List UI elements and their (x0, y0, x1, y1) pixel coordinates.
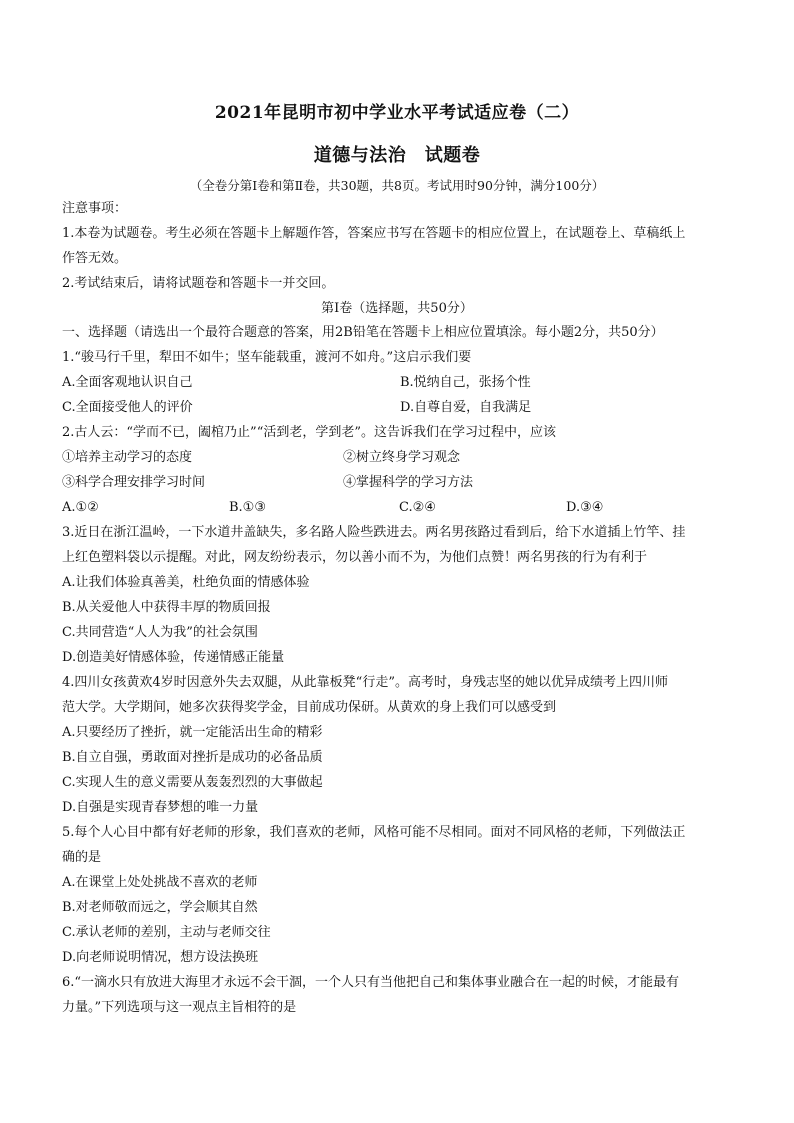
q2-stem: 2.古人云：“学而不已，阖棺乃止”“活到老，学到老”。这告诉我们在学习过程中，应该 (62, 425, 556, 440)
exam-subject: 道德与法治 试题卷 (313, 145, 481, 166)
q5-option-c: C.承认老师的差别，主动与老师交往 (62, 925, 271, 940)
exam-info: （全卷分第Ⅰ卷和第Ⅱ卷，共30题，共8页。考试用时90分钟，满分100分） (189, 178, 605, 193)
q5-stem-line-1: 5.每个人心目中都有好老师的形象，我们喜欢的老师，风格可能不尽相同。面对不同风格的老师，下列做法正 (62, 825, 686, 840)
q3-option-d: D.创造美好情感体验，传递情感正能量 (62, 650, 285, 665)
note-item-2: 2.考试结束后，请将试题卷和答题卡一并交回。 (62, 276, 335, 291)
q2-option-a: A.①② (62, 500, 99, 515)
q2-statement-1: ①培养主动学习的态度 (62, 450, 193, 465)
q4-stem-line-1: 4.四川女孩黄欢4岁时因意外失去双腿，从此靠板凳“行走”。高考时，身残志坚的她以优异成绩考上四川师 (62, 675, 668, 690)
note-item-1-line-1: 1.本卷为试题卷。考生必须在答题卡上解题作答，答案应书写在答题卡的相应位置上，在试题卷上、草稿纸上 (62, 226, 686, 241)
q3-option-c: C.共同营造“人人为我”的社会氛围 (62, 625, 258, 640)
q5-option-b: B.对老师敬而远之，学会顺其自然 (62, 900, 258, 915)
q2-statement-4: ④掌握科学的学习方法 (343, 475, 474, 490)
q2-option-d: D.③④ (566, 500, 604, 515)
q3-stem-line-1: 3.近日在浙江温岭，一下水道井盖缺失，多名路人险些跌进去。两名男孩路过看到后，给下水道插上竹竿、挂 (62, 525, 686, 540)
exam-title: 2021年昆明市初中学业水平考试适应卷（二） (214, 103, 580, 123)
q2-option-b: B.①③ (229, 500, 266, 515)
q4-stem-line-2: 范大学。大学期间，她多次获得奖学金，目前成功保研。从黄欢的身上我们可以感受到 (62, 700, 557, 715)
note-item-1-line-2: 作答无效。 (62, 251, 128, 266)
q1-option-d: D.自尊自爱，自我满足 (400, 400, 532, 415)
q4-option-c: C.实现人生的意义需要从轰轰烈烈的大事做起 (62, 775, 323, 790)
q5-option-a: A.在课堂上处处挑战不喜欢的老师 (62, 875, 258, 890)
q3-option-b: B.从关爱他人中获得丰厚的物质回报 (62, 600, 271, 615)
q5-option-d: D.向老师说明情况，想方设法换班 (62, 950, 259, 965)
q1-stem: 1.“骏马行千里，犁田不如牛；坚车能载重，渡河不如舟。”这启示我们要 (62, 350, 472, 365)
q5-stem-line-2: 确的是 (62, 850, 102, 865)
q2-statement-3: ③科学合理安排学习时间 (62, 475, 206, 490)
section-title: 第Ⅰ卷（选择题，共50分） (321, 301, 473, 316)
section-instruction: 一、选择题（请选出一个最符合题意的答案，用2B铅笔在答题卡上相应位置填涂。每小题2分，共50分） (62, 325, 664, 340)
q2-statement-2: ②树立终身学习观念 (343, 450, 461, 465)
q2-option-c: C.②④ (399, 500, 436, 515)
q6-stem-line-2: 力量。”下列选项与这一观点主旨相符的是 (62, 1000, 297, 1015)
notes-heading: 注意事项： (62, 201, 128, 216)
q3-option-a: A.让我们体验真善美，杜绝负面的情感体验 (62, 575, 310, 590)
q1-option-b: B.悦纳自己，张扬个性 (400, 375, 531, 390)
q1-option-a: A.全面客观地认识自己 (62, 375, 193, 390)
q4-option-d: D.自强是实现青春梦想的唯一力量 (62, 800, 259, 815)
q6-stem-line-1: 6.“一滴水只有放进大海里才永远不会干涸，一个人只有当他把自己和集体事业融合在一起的时候，才能最有 (62, 975, 680, 990)
q4-option-b: B.自立自强，勇敢面对挫折是成功的必备品质 (62, 750, 323, 765)
q3-stem-line-2: 上红色塑料袋以示提醒。对此，网友纷纷表示，勿以善小而不为，为他们点赞！两名男孩的行为有利于 (62, 550, 648, 565)
q1-option-c: C.全面接受他人的评价 (62, 400, 193, 415)
q4-option-a: A.只要经历了挫折，就一定能活出生命的精彩 (62, 725, 323, 740)
